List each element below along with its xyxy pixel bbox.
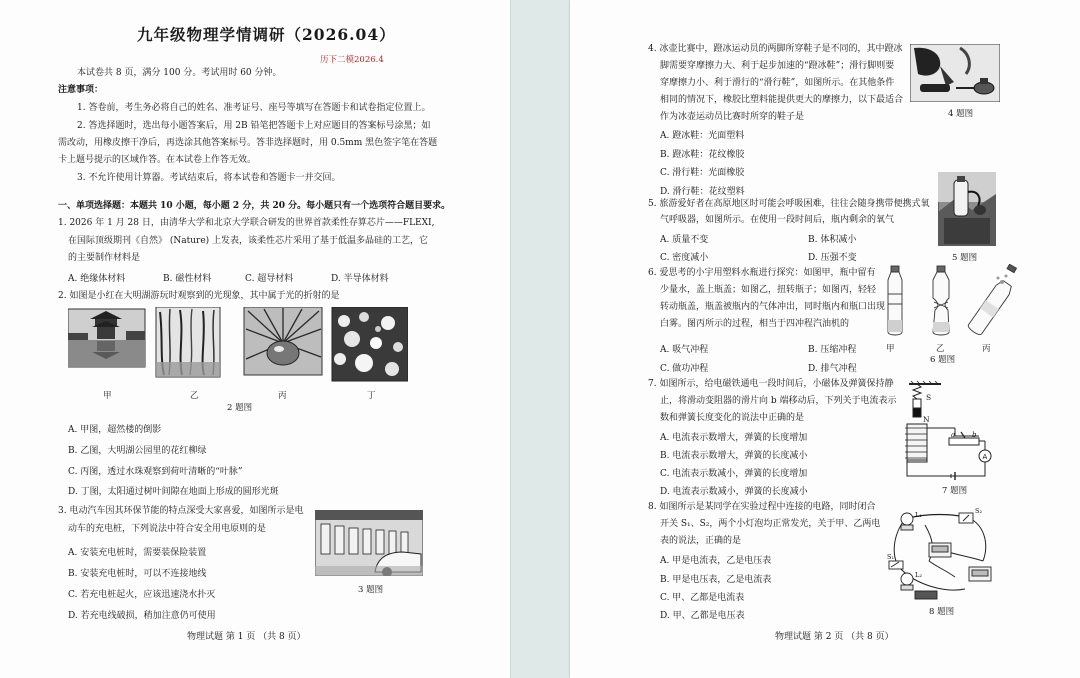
- figure-label-bing: 丙: [982, 344, 991, 354]
- photo-light-spots: [332, 307, 408, 381]
- option-b: B. 甲是电压表，乙是电流表: [660, 575, 772, 585]
- switch-s2-label: S₂: [975, 507, 983, 515]
- notice-line: 3. 不允许使用计算器。考试结束后，将本试卷和答题卡一并交回。: [77, 173, 341, 183]
- option-b: B. 安装充电桩时，可以不连接地线: [68, 569, 207, 579]
- option-b: B. 乙图，大明湖公园里的花红柳绿: [68, 446, 207, 456]
- page-footer: 物理试题 第 1 页 （共 8 页）: [187, 632, 306, 642]
- question-line: 在国际顶级期刊《自然》 (Nature) 上发表，该柔性芯片采用了基于低温多晶硅的工艺，它: [68, 236, 429, 246]
- option-c: C. 做功冲程: [660, 364, 709, 374]
- option-c: C. 密度减小: [660, 253, 709, 263]
- notice-heading: 注意事项：: [58, 85, 104, 95]
- photo-pavilion-reflection: [68, 309, 145, 367]
- option-a: A. 甲图，超然楼的倒影: [68, 425, 162, 435]
- option-b: B. 电流表示数增大，弹簧的长度减小: [660, 451, 808, 461]
- rheostat-end-b: b: [972, 431, 977, 439]
- question-line: 表的说法，正确的是: [660, 536, 742, 546]
- question-line: 转动瓶盖，瓶盖被瓶内的气体冲出，同时瓶内和瓶口出现: [660, 302, 886, 312]
- notice-line: 卡上题号提示的区域作答。在本试卷上作答无效。: [58, 155, 257, 165]
- exam-title: 九年级物理学情调研（2026.04）: [137, 25, 396, 44]
- question-line: 动车的充电桩，下列说法中符合安全用电原则的是: [68, 524, 267, 534]
- bulb-l2-label: L₂: [915, 571, 922, 579]
- exam-page-2: [570, 0, 1080, 678]
- option-c: C. 若充电桩起火，应该迅速浇水扑灭: [68, 590, 216, 600]
- option-a: A. 电流表示数增大，弹簧的长度增加: [660, 433, 808, 443]
- option-a: A. 安装充电桩时，需要装保险装置: [68, 548, 207, 558]
- question-line: 脚需要穿摩擦力大、利于起步加速的“蹬冰鞋”；滑行脚则要: [660, 61, 895, 71]
- question-line: 2. 如图是小红在大明湖游玩时观察到的光现象，其中属于光的折射的是: [58, 291, 340, 301]
- figure-caption: 6 题图: [930, 355, 956, 365]
- option-d: D. 半导体材料: [331, 274, 389, 284]
- photo-willows: [156, 307, 220, 377]
- figure-label-ding: 丁: [367, 391, 376, 401]
- question-line: 3. 电动汽车因其环保节能的特点深受大家喜爱，如图所示是电: [58, 506, 304, 516]
- figure-caption: 2 题图: [227, 403, 253, 413]
- diagram-water-bottles: [882, 264, 1022, 340]
- ammeter-symbol: A: [982, 453, 988, 461]
- option-a: A. 蹬冰鞋：光面塑料: [660, 131, 745, 141]
- notice-line: 需改动，用橡皮擦干净后，再选涂其他答案标号。答非选择题时，用 0.5mm 黑色签字笔在答题: [58, 138, 438, 148]
- question-line: 数和弹簧长度变化的说法中正确的是: [660, 413, 805, 423]
- question-line: 穿摩擦力小、利于滑行的“滑行鞋”，如图所示。在其他条件: [660, 78, 895, 88]
- photo-leaf-waterdrop: [244, 307, 322, 375]
- photo-oxygen-breather: [938, 172, 996, 246]
- option-c: C. 电流表示数减小，弹簧的长度增加: [660, 469, 808, 479]
- option-d: D. 排气冲程: [808, 364, 857, 374]
- figure-label-jia: 甲: [886, 344, 895, 354]
- question-line: 5. 旅游爱好者在高原地区时可能会呼吸困难，往往会随身携带便携式氧: [648, 199, 930, 209]
- option-b: B. 磁性材料: [163, 274, 212, 284]
- exam-page-1: [0, 0, 510, 678]
- photo-charging-station: [315, 510, 423, 576]
- option-d: D. 滑行鞋：花纹塑料: [660, 187, 745, 197]
- option-c: C. 滑行鞋：光面橡胶: [660, 168, 745, 178]
- question-line: 白雾。图丙所示的过程，相当于四冲程汽油机的: [660, 319, 850, 329]
- figure-caption: 7 题图: [942, 486, 968, 496]
- option-a: A. 绝缘体材料: [68, 274, 126, 284]
- question-line: 1. 2026 年 1 月 28 日，由清华大学和北京大学联合研发的世界首款柔性存算芯片——FLEXI,: [58, 218, 435, 228]
- option-b: B. 蹬冰鞋：花纹橡胶: [660, 150, 745, 160]
- option-d: D. 甲、乙都是电压表: [660, 611, 745, 621]
- question-line: 气呼吸器，如图所示。在使用一段时间后，瓶内剩余的氧气: [660, 215, 895, 225]
- question-line: 的主要制作材料是: [68, 253, 141, 263]
- notice-line: 2. 答选择题时，选出每小题答案后，用 2B 铅笔把答题卡上对应题目的答案标号涂黑；如: [77, 121, 431, 131]
- figure-label-yi: 乙: [936, 344, 945, 354]
- option-a: A. 质量不变: [660, 235, 709, 245]
- figure-label-yi: 乙: [190, 391, 199, 401]
- question-line: 4. 冰壶比赛中，蹬冰运动员的两脚所穿鞋子是不同的，其中蹬冰: [648, 44, 903, 54]
- question-line: 相同的情况下，橡胶比塑料能提供更大的摩擦力，以下最适合: [660, 95, 904, 105]
- question-line: 作为冰壶运动员比赛时所穿的鞋子是: [660, 112, 805, 122]
- question-line: 8. 如图所示是某同学在实验过程中连接的电路，同时闭合: [648, 502, 876, 512]
- diagram-bulbs-meters-circuit: [885, 505, 1000, 601]
- page-footer: 物理试题 第 2 页 （共 8 页）: [775, 632, 894, 642]
- figure-caption: 3 题图: [358, 585, 384, 595]
- option-b: B. 体积减小: [808, 235, 857, 245]
- rheostat-end-a: a: [951, 431, 956, 439]
- q2-figure-photos: [68, 307, 408, 387]
- question-line: 6. 爱思考的小宇用塑料水瓶进行探究：如图甲，瓶中留有: [648, 268, 876, 278]
- question-line: 开关 S₁、S₂，两个小灯泡均正常发光，关于甲、乙两电: [660, 519, 881, 529]
- exam-stamp: 历下二模2026.4: [320, 55, 384, 65]
- question-line: 7. 如图所示，给电磁铁通电一段时间后，小磁体及弹簧保持静: [648, 379, 894, 389]
- switch-s1-label: S₁: [887, 553, 895, 561]
- section-heading: 一、单项选择题：本题共 10 小题，每小题 2 分，共 20 分。每小题只有一个选项符合题目要求。: [58, 201, 451, 211]
- bulb-l1-label: L₁: [915, 511, 922, 519]
- magnet-s-label: S: [926, 393, 932, 402]
- option-b: B. 压缩冲程: [808, 345, 857, 355]
- option-a: A. 吸气冲程: [660, 345, 709, 355]
- figure-caption: 5 题图: [952, 253, 978, 263]
- question-line: 少量水，盖上瓶盖；如图乙，扭转瓶子；如图丙，轻轻: [660, 285, 877, 295]
- notice-line: 1. 答卷前，考生务必将自己的姓名、准考证号、座号等填写在答题卡和试卷指定位置上。: [77, 103, 431, 113]
- exam-intro: 本试卷共 8 页，满分 100 分。考试用时 60 分钟。: [77, 68, 282, 78]
- option-d: D. 电流表示数减小，弹簧的长度减小: [660, 487, 808, 497]
- option-d: D. 压强不变: [808, 253, 857, 263]
- figure-caption: 8 题图: [929, 607, 955, 617]
- photo-curling: [910, 44, 1000, 102]
- option-d: D. 若充电线破损，稍加注意仍可使用: [68, 611, 216, 621]
- figure-caption: 4 题图: [948, 109, 974, 119]
- option-c: C. 甲、乙都是电流表: [660, 593, 745, 603]
- question-line: 止，将滑动变阻器的滑片向 b 端移动后，下列关于电流表示: [660, 396, 897, 406]
- option-c: C. 超导材料: [245, 274, 294, 284]
- page-gutter: [510, 0, 572, 678]
- option-a: A. 甲是电流表，乙是电压表: [660, 556, 772, 566]
- option-c: C. 丙图，透过水珠观察到荷叶清晰的“叶脉”: [68, 467, 243, 477]
- magnet-n-label: N: [923, 415, 930, 424]
- figure-label-jia: 甲: [103, 391, 112, 401]
- diagram-electromagnet-circuit: [905, 380, 1005, 484]
- option-d: D. 丁图，太阳通过树叶间隙在地面上形成的圆形光斑: [68, 487, 279, 497]
- figure-label-bing: 丙: [278, 391, 287, 401]
